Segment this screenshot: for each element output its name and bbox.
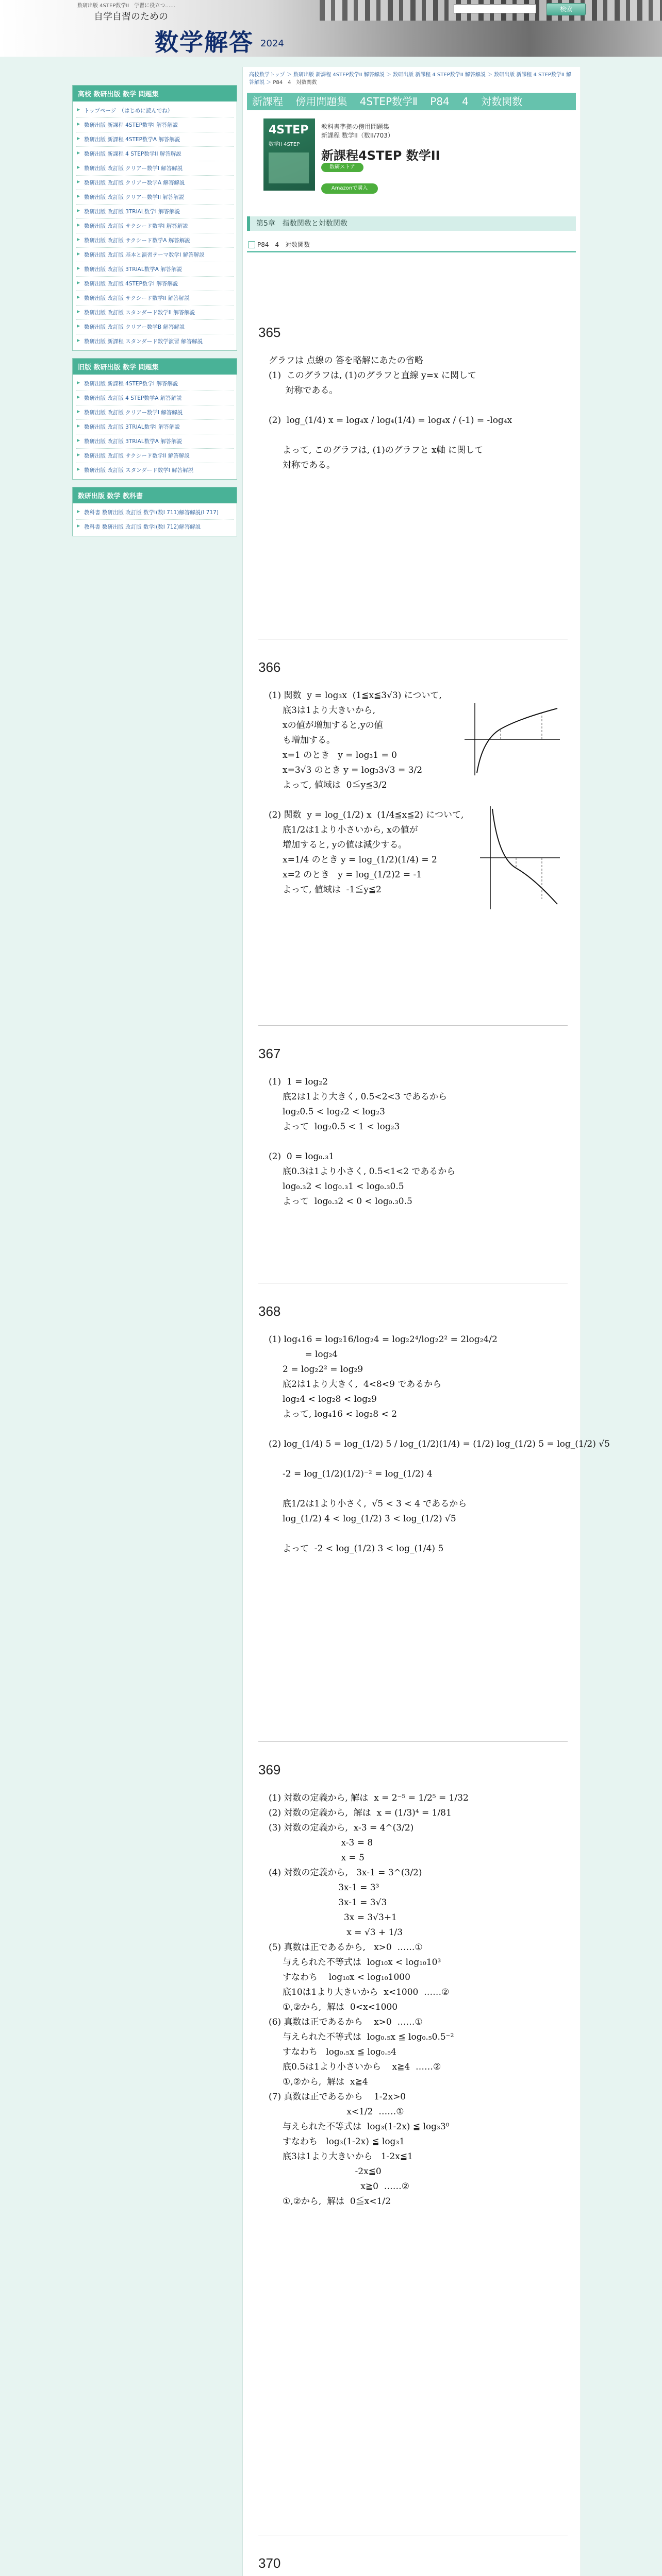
title-page: P84 <box>430 95 450 108</box>
sidebar-box-title: 数研出版 数学 教科書 <box>73 487 237 503</box>
book-info <box>263 118 573 201</box>
problem-number: 367 <box>258 1046 281 1061</box>
sidebar-link[interactable]: ▶ 教科書 数研出版 改訂版 数学I(数I 712)解答解説 <box>76 520 234 534</box>
title-book: 4STEP数学Ⅱ <box>359 95 418 108</box>
handwritten-solution: (1) log₄16 = log₂16/log₂4 = log₂2⁴/log₂2² = 2log₂4/2 = log₂4 2 = log₂2² = log₂9 底2は1より大きく, 4<8<9 であるから log₂4 < log₂8 < log₂9 よって, log₄16 < log₂8 < 2 (2) log_(1/4) 5 = log_(1/2) 5 / log_(1/2)(1/4) = (1/2) log_(1/2) 5 = log_(1/2) -2 = log_(1/2)(1/2)⁻² = log_(1/2) 4 底1/2は1より小さく, √5 < 3 < 4 であるから log_(1/2) 4 < log_(1/2) 3 < log_(1/2) √5 よって -2 < log_(1/2) 3 < log_(1/4) 5 <box>269 1334 596 1554</box>
handwritten-solution: (1) 対数の定義から, 解は x = 2⁻⁵ = 1/2⁵ = 1/32 (2) 対数の定義から, 解は x = (1/3)⁴ = 1/81 (3) 対数の定義から, x-3 = 4^(3/2) x-3 = 8 x = 5 (4) 対数の定義から, 3x-1 = 3^(3/2) 3x-1 = 3³ 3x-1 = 3√3 3x = 3√3+1 x = √3 + 1/3 (5) 真数は正であるから, x>0 ……① 与えられた不等式は log₁₀x < log₁₀10³ すなわち log₁₀x < log₁₀1000 底10は1より大きいから x<1000 ……② ①,②から, 解は 0<x<1000 (6) 真数は正であるから x>0 ……① 与えられた不等式は log₀.₅x ≦ log₀.₅0.5⁻² すなわち log₀.₅x ≦ log₀.₅4 底0.5は1より小さいから x≧4 ……② ①,②から, 解は x≧4 (7) 真数は正であるから 1-2x>0 x<1/2 ……① 与えられた不等式は log₃(1-2x) ≦ log₃3⁰ すなわち log₃(1-2x) ≦ log₃1 底3は1より大きいから 1-2x≦1 -2x≦0 x≧0 ……② ①,②から, 解は 0≦x<1/2 <box>269 1793 469 2207</box>
site-logo-year: 2024 <box>260 38 284 49</box>
graph-log3-sketch <box>459 701 562 778</box>
sidebar-link[interactable]: ▶ 数研出版 改訂版 クリアー数学II 解答解説 <box>76 190 234 205</box>
problem-block <box>258 1762 568 2207</box>
header-tagline: 数研出版 4STEP数学II 学習に役立つ…… <box>77 3 176 9</box>
handwritten-solution: グラフは 点線の 答を略解にあたの省略 (1) このグラフは, (1)のグラフと直線 y=x に関して 対称である。 (2) log_(1/4) x = log₄x / log₄(1/4) = log₄x / (-1) = -log₄x よって, このグラフは, (1)のグラフと x軸 に関して 対称である。 <box>269 355 512 470</box>
book-cover-title: 4STEP <box>269 124 309 137</box>
sidebar-link[interactable]: ▶ 数研出版 改訂版 4 STEP数学A 解答解説 <box>76 391 234 405</box>
amazon-button[interactable]: Amazonで購入 <box>321 183 378 194</box>
sidebar-list <box>73 503 237 536</box>
problem-number: 366 <box>258 659 281 675</box>
divider <box>258 1025 568 1026</box>
breadcrumb-links[interactable]: 高校数学トップ ＞ 数研出版 新課程 4STEP数学II 解答解説 ＞ 数研出版 新課程 4 STEP数学II 解答解説 ＞ 数研出版 新課程 4 STEP数学II 解答解説 ＞ <box>249 72 571 86</box>
search-button[interactable]: 検索 <box>547 3 586 15</box>
section-heading <box>247 237 576 252</box>
book-info-line: 新課程 数学II（数II/703） <box>321 132 394 139</box>
site-logo[interactable]: 数学解答 <box>155 28 254 56</box>
page-title <box>247 93 576 110</box>
search-input[interactable] <box>454 4 536 13</box>
handwritten-solution: (1) 1 = log₂2 底2は1より大きく, 0.5<2<3 であるから log₂0.5 < log₂2 < log₂3 よって log₂0.5 < 1 < log₂3 (2) 0 = log₀.₃1 底0.3は1より小さく, 0.5<1<2 であるから log₀.₃2 < log₀.₃1 < log₀.₃0.5 よって log₀.₃2 < 0 < log₀.₃0.5 <box>269 1077 456 1207</box>
sidebar-link[interactable]: ▶ 数研出版 改訂版 サクシード数学A 解答解説 <box>76 233 234 248</box>
sidebar-link[interactable]: ▶ 数研出版 新課程 4STEP数学I 解答解説 <box>76 377 234 391</box>
main-content <box>242 67 596 2576</box>
sidebar-link[interactable]: ▶ 数研出版 新課程 4 STEP数学II 解答解説 <box>76 147 234 161</box>
chapter-heading: 第5章 指数関数と対数関数 <box>247 216 576 231</box>
sidebar-link[interactable]: ▶ 数研出版 改訂版 スタンダード数学I 解答解説 <box>76 463 234 477</box>
problem-number: 369 <box>258 1762 281 1777</box>
sidebar-link[interactable]: ▶ 数研出版 新課程 4STEP数学A 解答解説 <box>76 132 234 147</box>
title-topic: 対数関数 <box>481 95 523 108</box>
sidebar-link[interactable]: ▶ 数研出版 改訂版 クリアー数学B 解答解説 <box>76 320 234 334</box>
sidebar-link[interactable]: ▶ 数研出版 改訂版 クリアー数学A 解答解説 <box>76 176 234 190</box>
problem-number: 370 <box>258 2555 281 2571</box>
sidebar-link[interactable]: ▶ 数研出版 改訂版 クリアー数学I 解答解説 <box>76 161 234 176</box>
store-button[interactable]: 数研ストア <box>321 163 363 172</box>
book-info-line: 教科書準拠の傍用問題集 <box>321 123 390 130</box>
problem-number: 368 <box>258 1303 281 1319</box>
graph-log-half-sketch <box>475 804 562 912</box>
problem-block <box>258 1303 596 1554</box>
title-course: 新課程 <box>252 95 283 108</box>
sidebar-link[interactable]: ▶ 数研出版 改訂版 基本と演習テーマ数学I 解答解説 <box>76 248 234 262</box>
sidebar-link[interactable]: ▶ 数研出版 改訂版 3TRIAL数学A 解答解説 <box>76 434 234 449</box>
sidebar-box-title: 高校 数研出版 数学 問題集 <box>73 86 237 101</box>
sidebar-link[interactable]: ▶ 数研出版 改訂版 3TRIAL数学I 解答解説 <box>76 205 234 219</box>
sidebar-link[interactable]: ▶ 数研出版 改訂版 3TRIAL数学I 解答解説 <box>76 420 234 434</box>
problem-block <box>258 325 568 470</box>
sidebar-link[interactable]: ▶ 数研出版 改訂版 サクシード数学II 解答解説 <box>76 449 234 463</box>
title-num: 4 <box>462 95 469 108</box>
sidebar-link[interactable]: ▶ 数研出版 新課程 スタンダード数学演習 解答解説 <box>76 334 234 348</box>
sidebar-list <box>73 375 237 479</box>
sidebar-link[interactable]: ▶ 数研出版 改訂版 スタンダード数学II 解答解説 <box>76 306 234 320</box>
divider <box>258 1741 568 1742</box>
book-cover-sub: 数学II 4STEP <box>269 142 300 147</box>
book-cover-image[interactable] <box>263 118 315 191</box>
sidebar-box-textbook <box>72 487 237 536</box>
title-kind: 傍用問題集 <box>295 95 347 108</box>
sidebar-link[interactable]: ▶ 数研出版 改訂版 サクシード数学I 解答解説 <box>76 219 234 233</box>
header-subtitle: 自学自習のための <box>94 11 168 22</box>
breadcrumb <box>249 71 574 87</box>
checkbox-icon <box>248 241 255 248</box>
sidebar <box>72 85 237 544</box>
breadcrumb-current: P84 4 対数関数 <box>273 80 317 86</box>
sidebar-box-current <box>72 85 237 351</box>
book-name: 新課程4STEP 数学II <box>321 148 440 163</box>
site-header <box>0 0 662 57</box>
section-label: P84 4 対数関数 <box>257 241 310 248</box>
sidebar-link[interactable]: ▶ 数研出版 改訂版 3TRIAL数学A 解答解説 <box>76 262 234 277</box>
problem-block <box>258 659 568 895</box>
sidebar-link[interactable]: ▶ 数研出版 改訂版 サクシード数学II 解答解説 <box>76 291 234 306</box>
book-cover-art <box>269 152 309 183</box>
sidebar-link[interactable]: ▶ 数研出版 改訂版 クリアー数学I 解答解説 <box>76 405 234 420</box>
problem-block <box>258 2555 568 2571</box>
book-description <box>321 123 394 140</box>
sidebar-link[interactable]: ▶ 教科書 数研出版 改訂版 数学I(数I 711)解答解説(I 717) <box>76 505 234 520</box>
sidebar-box-old <box>72 358 237 480</box>
sidebar-link[interactable]: ▶ 数研出版 改訂版 4STEP数学I 解答解説 <box>76 277 234 291</box>
sidebar-link[interactable]: ▶ 数研出版 新課程 4STEP数学I 解答解説 <box>76 118 234 132</box>
problem-number: 365 <box>258 325 281 340</box>
sidebar-box-title: 旧版 数研出版 数学 問題集 <box>73 359 237 375</box>
sidebar-link[interactable]: ▶ トップページ （はじめに読んでね） <box>76 104 234 118</box>
sidebar-list <box>73 101 237 350</box>
problem-block <box>258 1046 568 1207</box>
handwritten-solution: (1) 関数 y = log₃x (1≦x≦3√3) について, 底3は1より大きいから, xの値が増加すると,yの値 も増加する。 x=1 のとき y = log₃1 = 0 x=3√3 のとき y = log₃3√3 = 3/2 よって, 値域は 0≦y≦3/2 (2) 関数 y = log_(1/2) x (1/4≦x≦2) について, 底1/2は1より小さいから, xの値が 増加すると, yの値は減少する。 x=1/4 のとき y = log_(1/2)(1/4) = 2 x=2 のとき y = log_(1/2)2 = -1 よって, 値域は -1≦y≦2 <box>269 690 464 895</box>
